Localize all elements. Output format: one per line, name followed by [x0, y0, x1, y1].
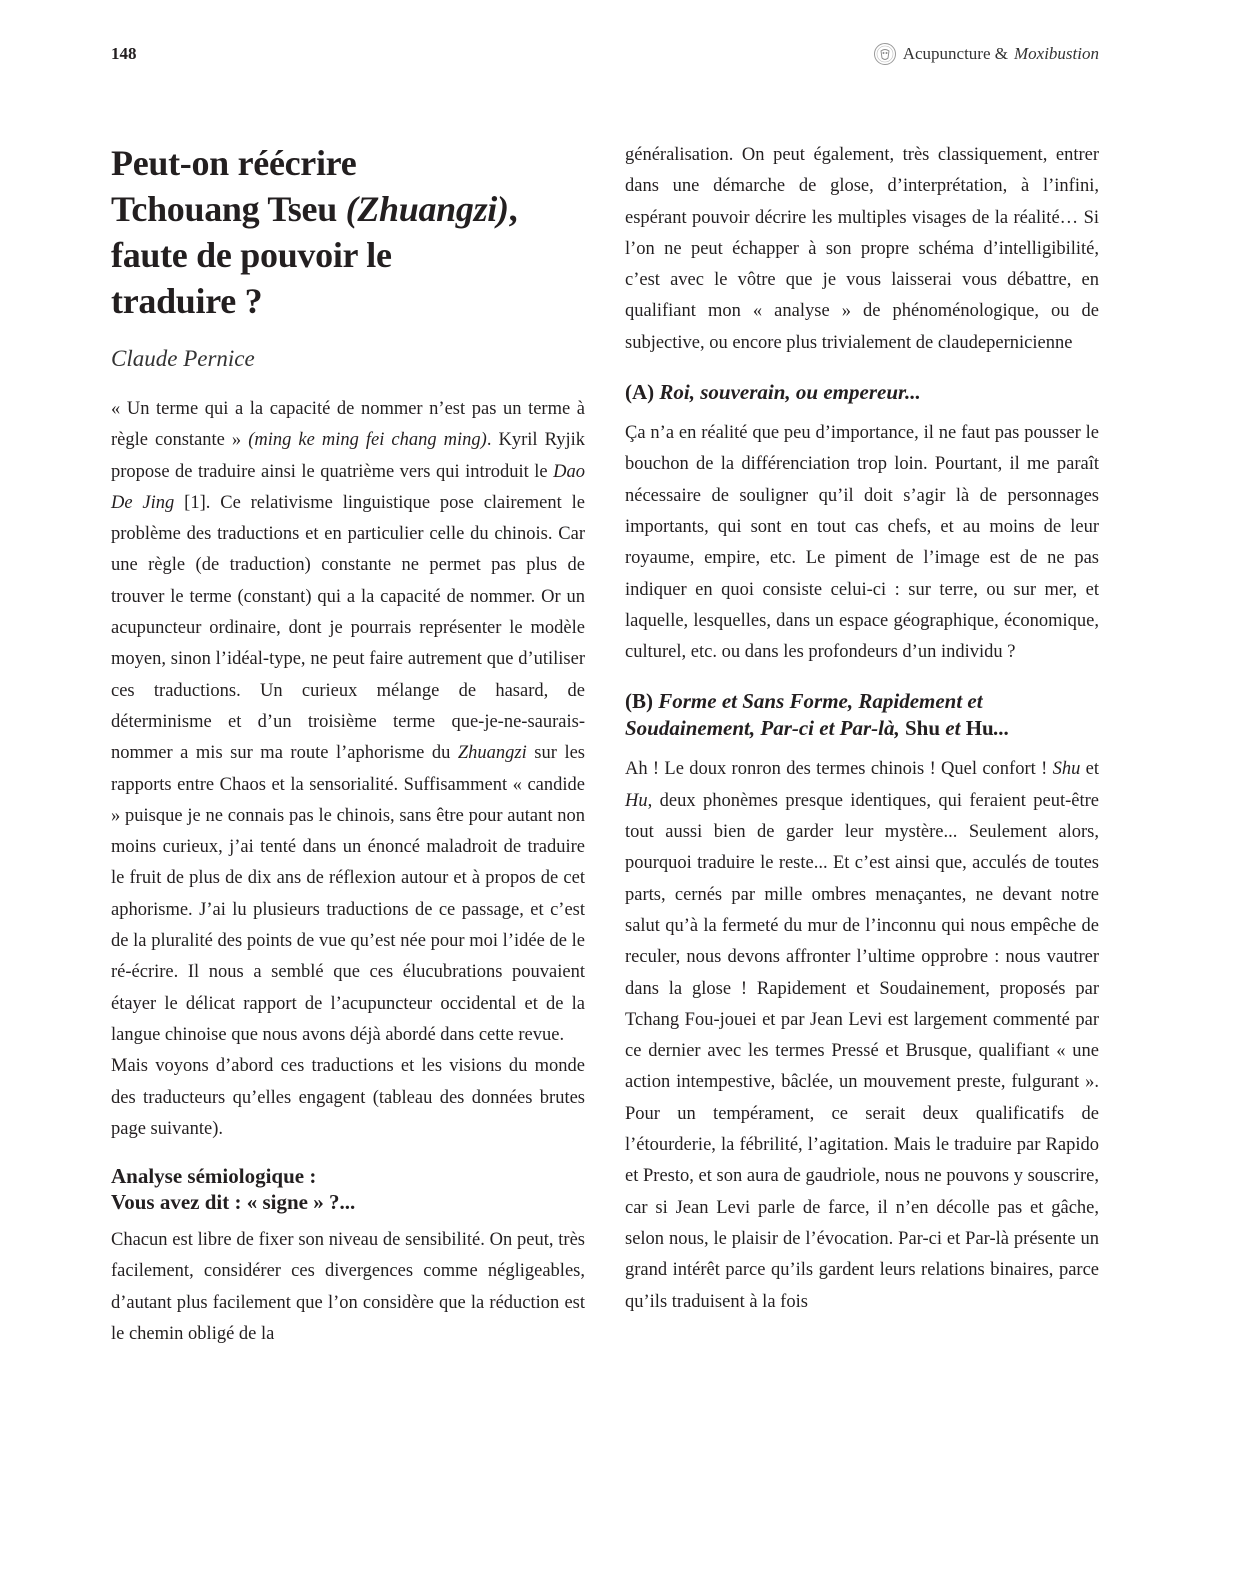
subsection-a-heading: [625, 379, 1099, 406]
left-column: [111, 140, 585, 1350]
subsection-a-label: (A): [625, 380, 655, 405]
text-run-italic: Dao De Jing: [111, 461, 585, 513]
subsection-a-title: Roi, souverain, ou empereur...: [659, 380, 921, 405]
text-run: sur les rapports entre Chaos et la sensorialité. Suffisamment « candide » puisque je ne connais pas le chinois, sans être pour autant non moins curieux, j’ai tenté dans un énoncé maladroit de traduire le fruit de plus de dix ans de réflexion autour et à propos de cet aphorisme. J’ai lu plusieurs traductions de ce passage, et c’est de la pluralité des points de vue qu’est née pour moi l’idée de le ré-écrire. Il nous a semblé que ces élucubrations pouvaient étayer le délicat rapport de l’acupuncteur occidental et de la langue chinoise que nous avons déjà abordé dans cette revue.: [111, 743, 585, 1045]
title-line-2-comma: ,: [508, 189, 518, 229]
ellipsis: ...: [993, 716, 1010, 741]
text-run: « Un terme qui a la capacité de nommer n’est pas un terme à règle constante »: [111, 399, 585, 451]
paragraph-2: Mais voyons d’abord ces traductions et les visions du monde des traducteurs qu’elles engagent (tableau des données brutes page suivante).: [111, 1056, 585, 1139]
title-line-2-italic: (Zhuangzi): [345, 189, 509, 229]
text-run: et: [1080, 759, 1099, 780]
section-heading-line-2: Vous avez dit : « signe » ?...: [111, 1190, 356, 1215]
term-hu: Hu: [965, 716, 994, 741]
title-line-3: faute de pouvoir le: [111, 235, 392, 275]
text-run: , deux phonèmes presque identiques, qui feraient peut-être tout aussi bien de garder leur mystère... Seulement alors, pourquoi traduire le reste... Et c’est ainsi que, acculés de toutes parts, cernés par mille ombres menaçantes, ne devant notre salut qu’à la fermeté du mur de l’inconnu qui nous empêche de reculer, nous devons affronter l’ultime opprobre : nous vautrer dans la glose ! Rapidement et Soudainement, proposés par Tchang Fou-jouei et par Jean Levi est largement commenté par ce dernier avec les termes Pressé et Brusque, qualifiant « une action intempestive, bâclée, un mouvement preste, fulgurant ». Pour un tempérament, ce serait deux qualificatifs de l’étourderie, la fébrilité, l’agitation. Mais le traduire par Rapido et Presto, et son aura de gaudriole, nous ne pouvons y souscrire, car si Jean Levi parle de farce, il n’en décolle pas et gâche, selon nous, le plaisir de l’évocation. Par-ci et Par-là présente un grand intérêt parce qu’ils gardent leurs relations binaires, parce qu’ils traduisent à la fois: [625, 790, 1099, 1312]
intro-paragraph: [111, 394, 585, 1051]
text-run: Ah ! Le doux ronron des termes chinois ! Quel confort !: [625, 759, 1053, 780]
section-heading: [111, 1163, 585, 1215]
section-heading-line-1: Analyse sémiologique :: [111, 1164, 317, 1189]
right-column: [625, 140, 1099, 1318]
journal-name: Acupuncture &: [902, 44, 1008, 63]
subsection-b-heading: [625, 688, 1099, 742]
text-run-italic: Hu: [625, 790, 648, 811]
text-run-italic: Shu: [1052, 759, 1081, 780]
journal-name-italic: Moxibustion: [1014, 44, 1099, 63]
running-header: [873, 42, 1099, 66]
paragraph-3: Chacun est libre de fixer son niveau de sensibilité. On peut, très facilement, considérer ces divergences comme négligeables, d’autant plus facilement que l’on considère que la réduction est le chemin obligé de la: [111, 1230, 585, 1345]
journal-logo-icon: [873, 42, 897, 66]
term-shu: Shu: [905, 716, 941, 741]
text-run: [1]. Ce relativisme linguistique pose clairement le problème des traductions et en particulier celle du chinois. Car une règle (de traduction) constante ne permet pas plus de trouver le terme (constant) qui a la capacité de nommer. Or un acupuncteur ordinaire, dont je pourrais représenter le modèle moyen, sinon l’idéal-type, ne peut faire autrement que d’utiliser ces traductions. Un curieux mélange de hasard, de déterminisme et d’un troisième terme que-je-ne-saurais-nommer a mis sur ma route l’aphorisme du: [111, 492, 585, 764]
text-run-italic: Zhuangzi: [457, 743, 527, 764]
text-run-italic: (ming ke ming fei chang ming): [248, 430, 487, 451]
title-line-4: traduire ?: [111, 281, 263, 321]
page-number: 148: [111, 44, 137, 63]
title-line-2: Tchouang Tseu: [111, 189, 346, 229]
title-line-1: Peut-on réécrire: [111, 143, 357, 183]
conjunction: et: [945, 716, 961, 741]
author-name: Claude Pernice: [111, 346, 255, 371]
subsection-b-title: Forme et Sans Forme, Rapidement et Soudainement, Par-ci et Par-là,: [625, 689, 983, 741]
subsection-b-label: (B): [625, 689, 653, 714]
article-title: [111, 140, 585, 324]
subsection-a-paragraph: Ça n’a en réalité que peu d’importance, il ne faut pas pousser le bouchon de la différenciation trop loin. Pourtant, il me paraît nécessaire de souligner qu’il doit s’agir là de personnages importants, qui sont en tout cas chefs, et au moins de leur royaume, empire, etc. Le piment de l’image est de ne pas indiquer en quoi consiste celui-ci : sur terre, ou sur mer, et laquelle, lesquelles, dans un espace géographique, économique, culturel, etc. ou dans les profondeurs d’un individu ?: [625, 423, 1099, 663]
subsection-b-paragraph: [625, 754, 1099, 1317]
paragraph-continued: généralisation. On peut également, très classiquement, entrer dans une démarche de glose, d’interprétation, à l’infini, espérant pouvoir décrire les multiples visages de la réalité… Si l’on ne peut échapper à son propre schéma d’intelligibilité, c’est avec le vôtre que je vous laisserai vous débattre, en qualifiant mon « analyse » de phénoménologique, ou de subjective, ou encore plus trivialement de claudepernicienne: [625, 145, 1099, 353]
text-run: . Kyril Ryjik propose de traduire ainsi le quatrième vers qui introduit le: [111, 430, 585, 482]
